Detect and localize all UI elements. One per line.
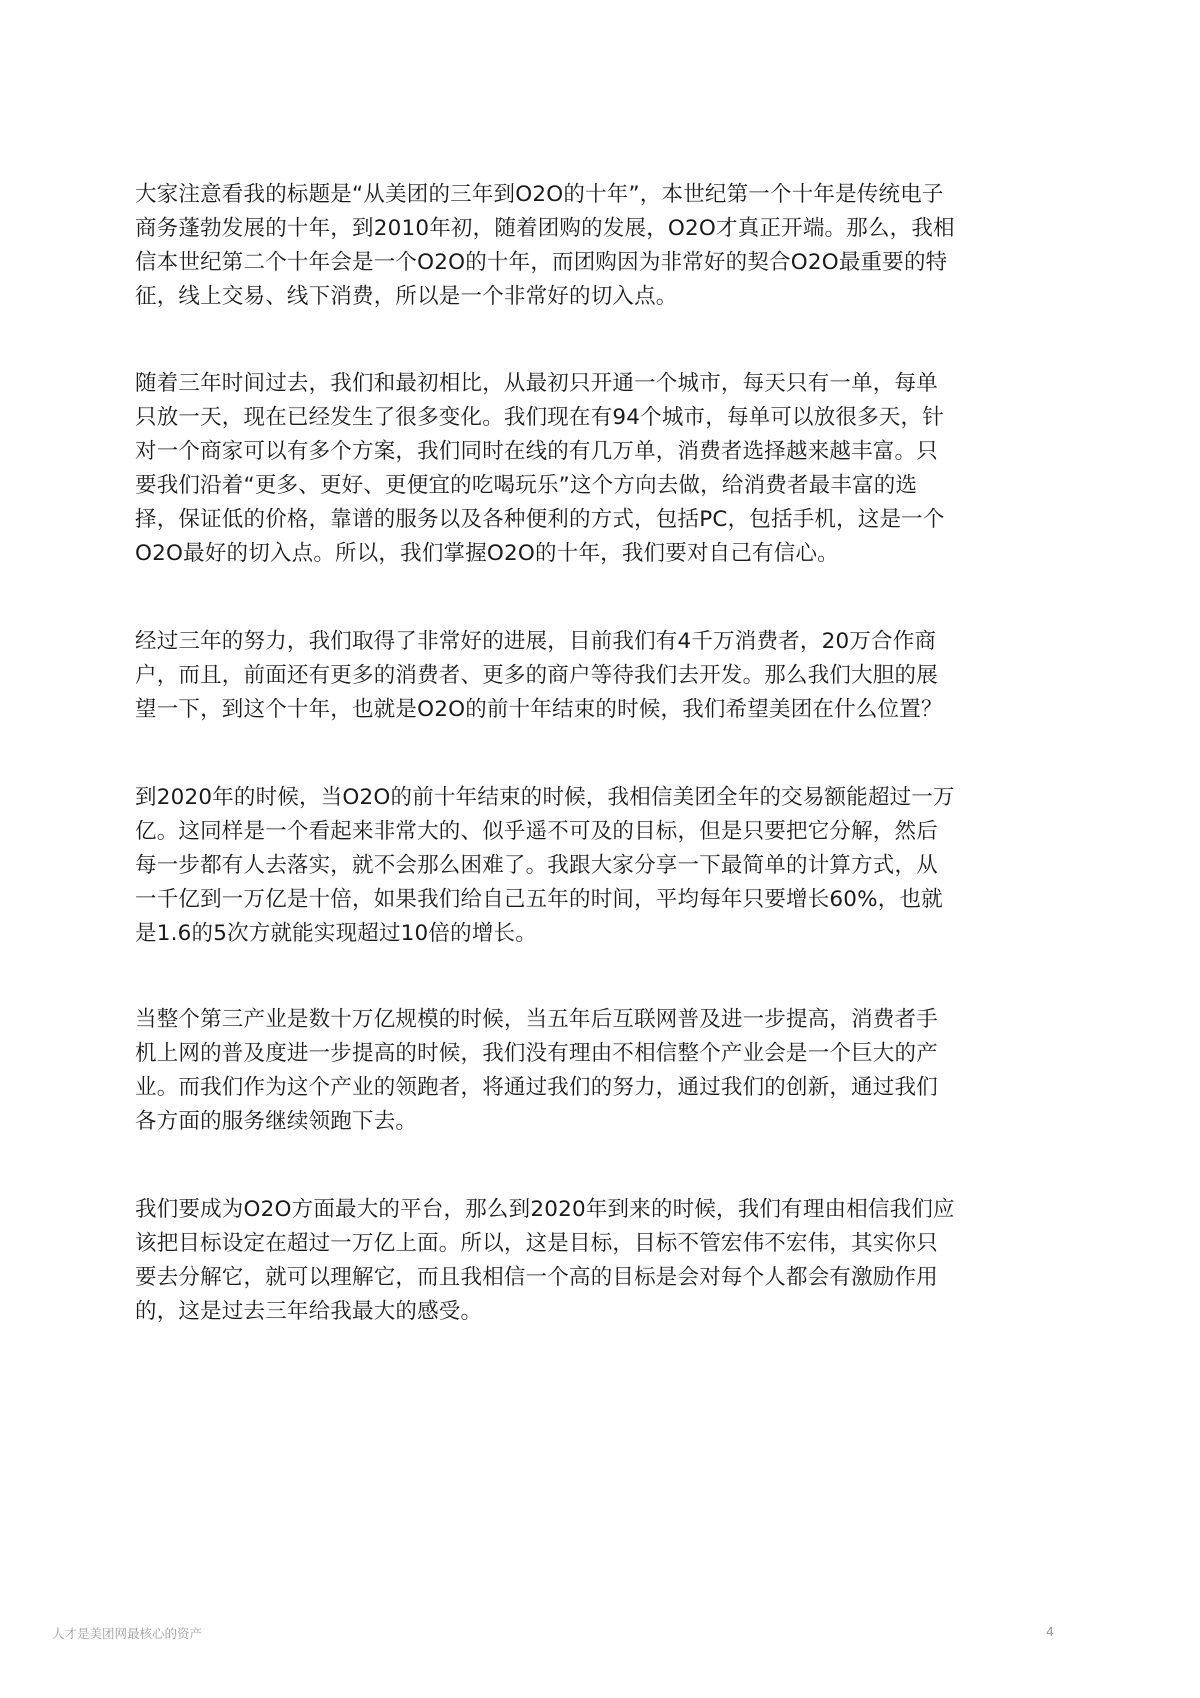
text-line: 经过三年的努力，我们取得了非常好的进展，目前我们有4千万消费者，20万合作商 bbox=[135, 629, 937, 654]
text-line: 择，保证低的价格，靠谱的服务以及各种便利的方式，包括PC，包括手机，这是一个 bbox=[135, 507, 945, 532]
text-line: 业。而我们作为这个产业的领跑者，将通过我们的努力，通过我们的创新，通过我们 bbox=[135, 1075, 938, 1100]
text-line: 当整个第三产业是数十万亿规模的时候，当五年后互联网普及进一步提高，消费者手 bbox=[135, 1007, 938, 1032]
footer-title: 人才是美团网最核心的资产 bbox=[52, 1626, 203, 1641]
text-line: 机上网的普及度进一步提高的时候，我们没有理由不相信整个产业会是一个巨大的产 bbox=[135, 1041, 938, 1066]
text-line: 望一下，到这个十年，也就是O2O的前十年结束的时候，我们希望美团在什么位置？ bbox=[135, 697, 943, 722]
paragraph-5 bbox=[135, 1003, 980, 1139]
text-line: 要去分解它，就可以理解它，而且我相信一个高的目标是会对每个人都会有激励作用 bbox=[135, 1265, 938, 1290]
text-line: 一千亿到一万亿是十倍，如果我们给自己五年的时间，平均每年只要增长60%，也就 bbox=[135, 887, 943, 912]
text-line: 到2020年的时候，当O2O的前十年结束的时候，我相信美团全年的交易额能超过一万 bbox=[135, 785, 955, 810]
text-line: 随着三年时间过去，我们和最初相比，从最初只开通一个城市，每天只有一单，每单 bbox=[135, 371, 938, 396]
text-line: 只放一天，现在已经发生了很多变化。我们现在有94个城市，每单可以放很多天，针 bbox=[135, 405, 944, 430]
paragraph-2 bbox=[135, 367, 980, 571]
text-line: 户，而且，前面还有更多的消费者、更多的商户等待我们去开发。那么我们大胆的展 bbox=[135, 663, 938, 688]
text-line: 要我们沿着“更多、更好、更便宜的吃喝玩乐”这个方向去做，给消费者最丰富的选 bbox=[135, 473, 918, 498]
text-line: 大家注意看我的标题是“从美团的三年到O2O的十年”，本世纪第一个十年是传统电子 bbox=[135, 182, 944, 207]
text-line: 征，线上交易、线下消费，所以是一个非常好的切入点。 bbox=[135, 284, 678, 309]
text-line: 亿。这同样是一个看起来非常大的、似乎遥不可及的目标，但是只要把它分解，然后 bbox=[135, 819, 938, 844]
text-line: 该把目标设定在超过一万亿上面。所以，这是目标，目标不管宏伟不宏伟，其实你只 bbox=[135, 1231, 938, 1256]
text-line: 的，这是过去三年给我最大的感受。 bbox=[135, 1299, 483, 1324]
paragraph-4 bbox=[135, 781, 980, 951]
text-line: O2O最好的切入点。所以，我们掌握O2O的十年，我们要对自己有信心。 bbox=[135, 541, 839, 566]
text-line: 信本世纪第二个十年会是一个O2O的十年，而团购因为非常好的契合O2O最重要的特 bbox=[135, 250, 948, 275]
paragraph-1 bbox=[135, 178, 980, 314]
text-line: 我们要成为O2O方面最大的平台，那么到2020年到来的时候，我们有理由相信我们应 bbox=[135, 1197, 955, 1222]
text-line: 每一步都有人去落实，就不会那么困难了。我跟大家分享一下最简单的计算方式，从 bbox=[135, 853, 938, 878]
paragraph-3 bbox=[135, 625, 980, 727]
paragraph-6 bbox=[135, 1193, 980, 1329]
text-line: 是1.6的5次方就能实现超过10倍的增长。 bbox=[135, 921, 537, 946]
text-line: 商务蓬勃发展的十年，到2010年初，随着团购的发展，O2O才真正开端。那么，我相 bbox=[135, 216, 955, 241]
page-number: 4 bbox=[1046, 1624, 1054, 1639]
text-line: 各方面的服务继续领跑下去。 bbox=[135, 1109, 418, 1134]
text-line: 对一个商家可以有多个方案，我们同时在线的有几万单，消费者选择越来越丰富。只 bbox=[135, 439, 938, 464]
